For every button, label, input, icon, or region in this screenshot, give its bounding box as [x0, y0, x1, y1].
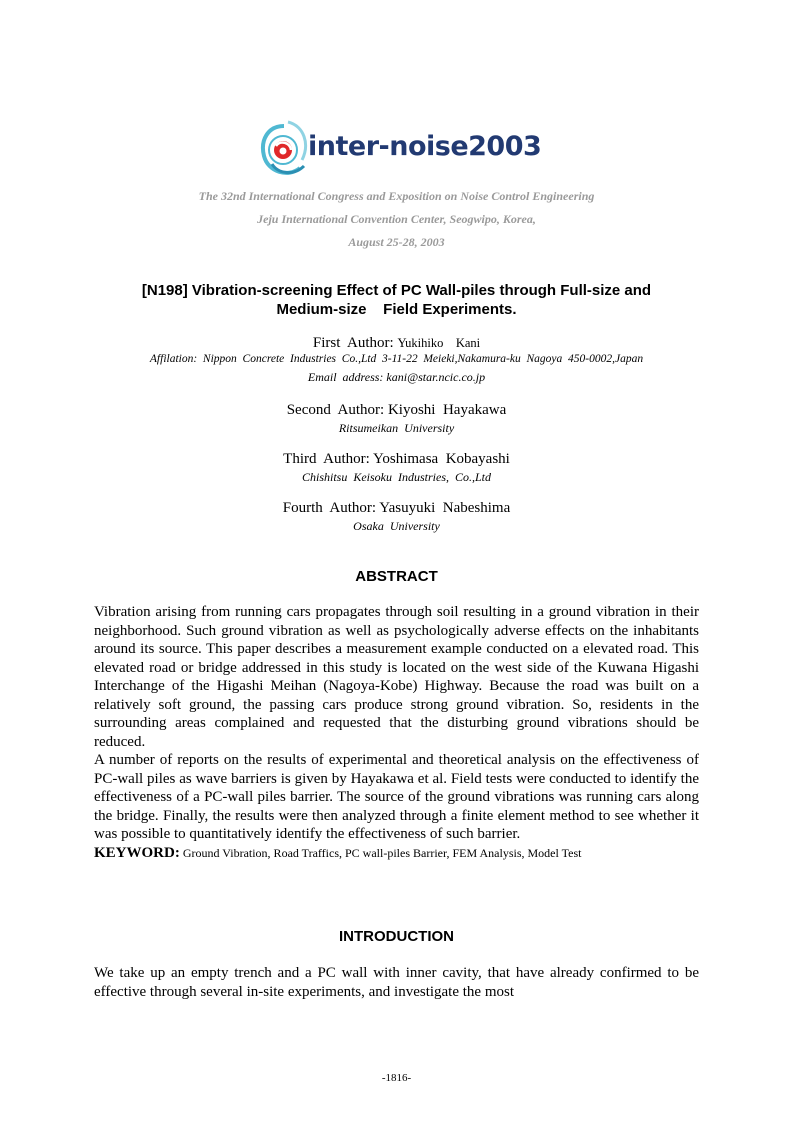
paper-title-line-2: Medium-size Field Experiments. [276, 301, 517, 318]
author-third [0, 451, 793, 468]
keyword-label: KEYWORD: [94, 844, 180, 861]
author-name: Yasuyuki Nabeshima [379, 500, 511, 516]
abstract-body [94, 603, 699, 862]
author-first [0, 335, 793, 352]
author-second-affiliation: Ritsumeikan University [338, 421, 455, 435]
keywords [94, 844, 699, 862]
swirl-logo-icon [258, 120, 310, 180]
abstract-paragraph-1: Vibration arising from running cars propagates through soil resulting in a ground vibration in their neighborhood. Such ground vibration as well as psychologically adverse effects on the inhabitants around its source. This paper describes a measurement example conducted on a elevated road. This elevated road or bridge addressed in this study is located on the west side of the Kuwana Higashi Interchange of the Higashi Meihan (Nagoya-Kobe) Highway. Because the road was built on a relatively soft ground, the passing cars produce strong ground vibration. So, residents in the surrounding areas complained and requested that the disturbing ground vibrations should be reduced. [94, 604, 699, 750]
conference-logo [258, 120, 548, 180]
author-role: Fourth Author: [282, 500, 377, 516]
abstract-paragraph-2: A number of reports on the results of experimental and theoretical analysis on the effectiveness of PC-wall piles as wave barriers is given by Hayakawa et al. Field tests were conducted to identify the effectiveness of a PC-wall piles barrier. The source of the ground vibrations was running cars along the bridge. Finally, the results were then analyzed through a finite element method to see whether it was possible to quantitatively identify the effectiveness of such barrier. [94, 752, 699, 842]
author-name: Kiyoshi Hayakawa [387, 402, 507, 418]
author-role: First Author: [312, 335, 394, 351]
abstract-heading: ABSTRACT [355, 568, 438, 585]
author-name: Yukihiko Kani [397, 336, 481, 350]
paper-title-line-1: [N198] Vibration-screening Effect of PC Wall-piles through Full-size and [141, 282, 652, 299]
logo-wordmark: inter-noise2003 [308, 131, 542, 162]
author-name: Yoshimasa Kobayashi [373, 451, 510, 467]
author-role: Second Author: [286, 402, 385, 418]
conference-venue: Jeju International Convention Center, Seogwipo, Korea, [257, 212, 536, 226]
author-third-affiliation: Chishitsu Keisoku Industries, Co.,Ltd [301, 470, 492, 484]
introduction-paragraph-1: We take up an empty trench and a PC wall with inner cavity, that have already confirmed to be effective through several in-site experiments, and investigate the most [94, 965, 699, 1000]
introduction-body [94, 964, 699, 1001]
keyword-list: Ground Vibration, Road Traffics, PC wall-piles Barrier, FEM Analysis, Model Test [179, 845, 582, 860]
author-fourth-affiliation: Osaka University [353, 519, 440, 533]
author-second [0, 402, 793, 419]
author-first-affiliation: Affilation: Nippon Concrete Industries Co.,Ltd 3-11-22 Meieki,Nakamura-ku Nagoya 450-0002,Japan [149, 353, 644, 365]
author-first-email: Email address: kani@star.ncic.co.jp [307, 370, 486, 384]
conference-dates: August 25-28, 2003 [348, 235, 445, 249]
author-role: Third Author: [283, 451, 370, 467]
page-number: -1816- [381, 1072, 412, 1084]
conference-name: The 32nd International Congress and Exposition on Noise Control Engineering [198, 189, 595, 203]
paper-title [100, 281, 693, 319]
introduction-heading: INTRODUCTION [339, 928, 454, 945]
author-fourth [0, 500, 793, 517]
